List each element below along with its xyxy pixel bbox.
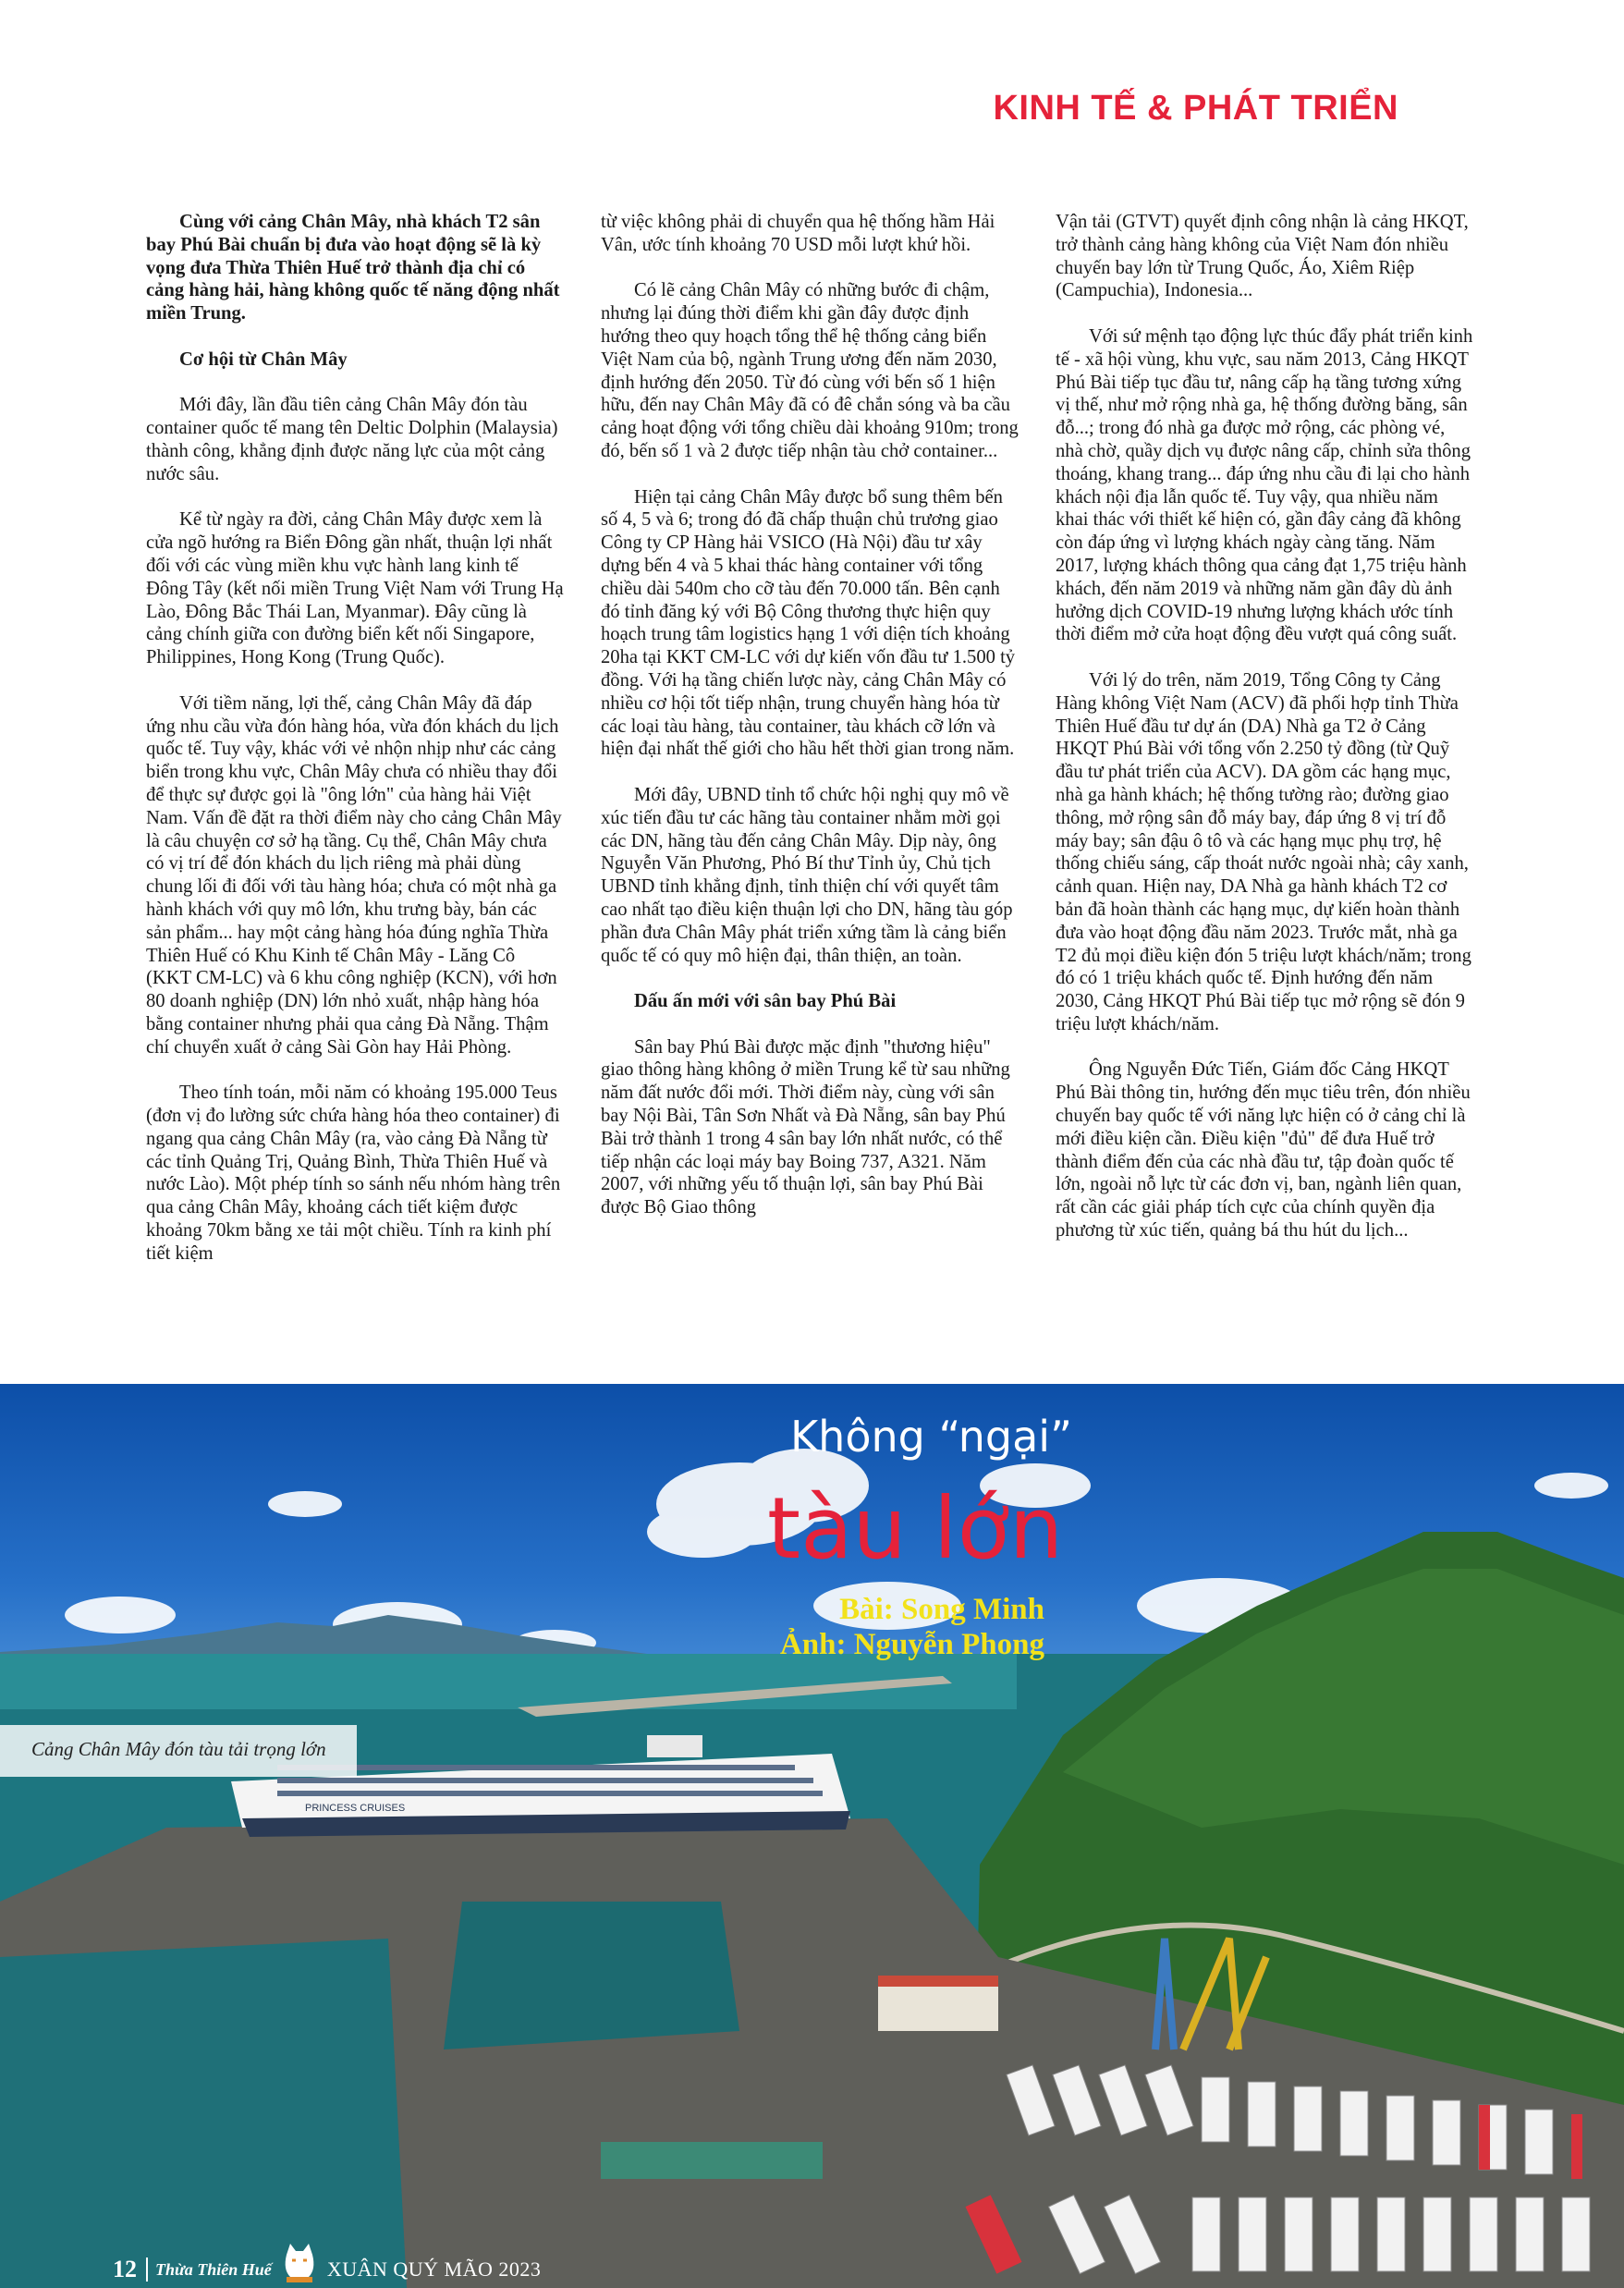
paragraph: Với sứ mệnh tạo động lực thúc đẩy phát triển kinh tế - xã hội vùng, khu vực, sau năm 2013, Cảng HKQT Phú Bài tiếp tục đầu tư, nâng cấp hạ tầng tương xứng vị thế, như mở rộng nhà ga, hệ thống đường băng, sân đỗ...; trong đó nhà ga được mở rộng, các phòng vé, nhà chờ, quầy dịch vụ được nâng cấp, chỉnh sửa thông thoáng, khang trang... đáp ứng nhu cầu đi lại cho hành khách nội địa lẫn quốc tế. Tuy vậy, qua nhiều năm khai thác với thiết kế hiện có, gần đây cảng đã không còn đáp ứng vì lượng khách ngày càng tăng. Năm 2017, lượng khách thông qua cảng đạt 1,75 triệu hành khách, đến năm 2019 và những năm gần đây dù ảnh hưởng dịch COVID-19 nhưng lượng khách ước tính thời điểm mở cửa hoạt động đều vượt quá công suất. [1056, 325, 1473, 645]
article-lead: Cùng với cảng Chân Mây, nhà khách T2 sân bay Phú Bài chuẩn bị đưa vào hoạt động sẽ là kỳ vọng đưa Thừa Thiên Huế trở thành địa chỉ có cảng hàng hải, hàng không quốc tế năng động nhất miền Trung. [146, 212, 560, 324]
headline-line-1: Không “ngại” [790, 1412, 1072, 1462]
paragraph: Mới đây, UBND tỉnh tổ chức hội nghị quy mô về xúc tiến đầu tư các hãng tàu container nhằm mời gọi các DN, hãng tàu đến cảng Chân Mây. Dịp này, ông Nguyễn Văn Phương, Phó Bí thư Tỉnh ủy, Chủ tịch UBND tỉnh khẳng định, tỉnh thiện chí với quyết tâm cao nhất tạo điều kiện thuận lợi cho DN, hãng tàu góp phần đưa Chân Mây phát triển xứng tầm là cảng biển quốc tế có quy mô hiện đại, thân thiện, an toàn. [601, 784, 1013, 966]
ship-name-label: PRINCESS CRUISES [305, 1803, 406, 1814]
byline [749, 1592, 1044, 1662]
byline-author: Bài: Song Minh [839, 1593, 1044, 1626]
subheading: Dấu ấn mới với sân bay Phú Bài [634, 991, 897, 1012]
paragraph: Hiện tại cảng Chân Mây được bổ sung thêm bến số 4, 5 và 6; trong đó đã chấp thuận chủ trương giao Công ty CP Hàng hải VSICO (Hà Nội) đầu tư xây dựng bến 4 và 5 khai thác hàng container với tổng chiều dài 540m cho cỡ tàu đến 70.000 tấn. Bên cạnh đó tỉnh đăng ký với Bộ Công thương thực hiện quy hoạch trung tâm logistics hạng 1 với diện tích khoảng 20ha tại KKT CM-LC với dự kiến vốn đầu tư 1.500 tỷ đồng. Với hạ tầng chiến lược này, cảng Chân Mây có nhiều cơ hội tốt tiếp nhận, trung chuyển hàng hóa từ các loại tàu hàng, tàu container, tàu khách cỡ lớn và hiện đại nhất thế giới cho hầu hết thời gian trong năm. [601, 486, 1016, 760]
article-body [146, 211, 1481, 1348]
page-footer [113, 2256, 541, 2283]
page-number: 12 [113, 2256, 137, 2282]
headline-line-2: tàu lớn [767, 1479, 1064, 1578]
paragraph: Mới đây, lần đầu tiên cảng Chân Mây đón tàu container quốc tế mang tên Deltic Dolphin (Malaysia) thành công, khẳng định được năng lực của một cảng nước sâu. [146, 395, 558, 484]
paragraph: Theo tính toán, mỗi năm có khoảng 195.000 Teus (đơn vị đo lường sức chứa hàng hóa theo container) đi ngang qua cảng Chân Mây (ra, vào cảng Đà Nẵng từ các tỉnh Quảng Trị, Quảng Bình, Thừa Thiên Huế và nước Lào). Một phép tính so sánh nếu nhóm hàng trên qua cảng Chân Mây, khoảng cách tiết kiệm được khoảng 70km bằng xe tải một chiều. Tính ra kinh phí tiết kiệm [146, 1083, 561, 1264]
footer-divider [146, 2257, 148, 2282]
article-column-2 [601, 211, 1019, 1348]
section-title: KINH TẾ & PHÁT TRIỂN [993, 89, 1398, 128]
paragraph: Vận tải (GTVT) quyết định công nhận là cảng HKQT, trở thành cảng hàng không của Việt Nam đón nhiều chuyến bay lớn từ Trung Quốc, Áo, Xiêm Riệp (Campuchia), Indonesia... [1056, 212, 1469, 301]
paragraph: Với lý do trên, năm 2019, Tổng Công ty Cảng Hàng không Việt Nam (ACV) đã phối hợp tỉnh Thừa Thiên Huế đầu tư dự án (DA) Nhà ga T2 ở Cảng HKQT Phú Bài với tổng vốn 2.250 tỷ đồng (từ Quỹ đầu tư phát triển của ACV). DA gồm các hạng mục, nhà ga hành khách; hệ thống tường rào; đường giao thông, mở rộng sân đỗ máy bay, đáp ứng 8 vị trí đỗ máy bay; sân đậu ô tô và các hạng mục phụ trợ, hệ thống chiếu sáng, cấp thoát nước ngoài nhà; cây xanh, cảnh quan. Hiện nay, DA Nhà ga hành khách T2 cơ bản đã hoàn thành các hạng mục, dự kiến hoàn thành đưa vào hoạt động đầu năm 2023. Trước mắt, nhà ga T2 đủ mọi điều kiện đón 5 triệu lượt khách/năm; trong đó có 1 triệu khách quốc tế. Định hướng đến năm 2030, Cảng HKQT Phú Bài tiếp tục mở rộng sẽ đón 9 triệu lượt khách/năm. [1056, 669, 1471, 1034]
issue-label: XUÂN QUÝ MÃO 2023 [326, 2257, 542, 2281]
article-column-3 [1056, 211, 1473, 1348]
paragraph: Ông Nguyễn Đức Tiến, Giám đốc Cảng HKQT Phú Bài thông tin, hướng đến mục tiêu trên, đón nhiều chuyến bay quốc tế với năng lực hiện có ở cảng chỉ là mới điều kiện cần. Điều kiện "đủ" để đưa Huế trở thành điểm đến của các nhà đầu tư, tập đoàn quốc tế lớn, ngoài nỗ lực từ các đơn vị, ban, ngành liên quan, rất cần các giải pháp tích cực của chính quyền địa phương từ xúc tiến, quảng bá thu hút du lịch... [1056, 1059, 1471, 1242]
article-column-1 [146, 211, 564, 1348]
photo-caption: Cảng Chân Mây đón tàu tải trọng lớn [31, 1738, 326, 1760]
paragraph: Kể từ ngày ra đời, cảng Chân Mây được xem là cửa ngõ hướng ra Biển Đông gần nhất, thuận lợi nhất đối với các vùng miền khu vực hành lang kinh tế Đông Tây (kết nối miền Trung Việt Nam với Trung Hạ Lào, Đông Bắc Thái Lan, Myanmar). Đây cũng là cảng chính giữa con đường biển kết nối Singapore, Philippines, Hong Kong (Trung Quốc). [146, 509, 564, 668]
byline-photographer: Ảnh: Nguyễn Phong [779, 1628, 1044, 1661]
paragraph: từ việc không phải di chuyển qua hệ thống hầm Hải Vân, ước tính khoảng 70 USD mỗi lượt khứ hồi. [601, 212, 995, 255]
cat-mascot-icon [281, 2242, 318, 2282]
publication-name: Thừa Thiên Huế [155, 2259, 272, 2279]
subheading: Cơ hội từ Chân Mây [179, 349, 348, 370]
paragraph: Sân bay Phú Bài được mặc định "thương hiệu" giao thông hàng không ở miền Trung kể từ sau những năm đất nước đổi mới. Thời điểm này, cùng với sân bay Nội Bài, Tân Sơn Nhất và Đà Nẵng, sân bay Phú Bài trở thành 1 trong 4 sân bay lớn nhất nước, có thể tiếp nhận các loại máy bay Boing 737, A321. Năm 2007, với những yếu tố thuận lợi, sân bay Phú Bài được Bộ Giao thông [601, 1036, 1010, 1218]
paragraph: Có lẽ cảng Chân Mây có những bước đi chậm, nhưng lại đúng thời điểm khi gần đây được định hướng theo quy hoạch tổng thể hệ thống cảng biển Việt Nam của bộ, ngành Trung ương đến năm 2030, định hướng đến 2050. Từ đó cùng với bến số 1 hiện hữu, đến nay Chân Mây đã có đê chắn sóng và ba cầu cảng hoạt động với tổng chiều dài khoảng 910m; trong đó, bến số 1 và 2 được tiếp nhận tàu chở container... [601, 280, 1019, 461]
paragraph: Với tiềm năng, lợi thế, cảng Chân Mây đã đáp ứng nhu cầu vừa đón hàng hóa, vừa đón khách du lịch quốc tế. Tuy vậy, khác với vẻ nhộn nhịp như các cảng biển trong khu vực, Chân Mây chưa có nhiều thay đổi để thực sự được gọi là "ông lớn" của hàng hải Việt Nam. Vấn đề đặt ra thời điểm này cho cảng Chân Mây là câu chuyện cơ sở hạ tầng. Cụ thể, Chân Mây chưa có vị trí để đón khách du lịch riêng mà phải dùng chung lối đi đối với tàu hàng hóa; chưa có một nhà ga hành khách với quy mô lớn, khu trưng bày, bán các sản phẩm... hay một cảng hàng hóa đúng nghĩa Thừa Thiên Huế có Khu Kinh tế Chân Mây - Lăng Cô (KKT CM-LC) và 6 khu công nghiệp (KCN), với hơn 80 doanh nghiệp (DN) lớn nhỏ xuất, nhập hàng hóa bằng container nhưng phải qua cảng Đà Nẵng. Thậm chí chuyển xuất ở cảng Sài Gòn hay Hải Phòng. [146, 692, 562, 1058]
